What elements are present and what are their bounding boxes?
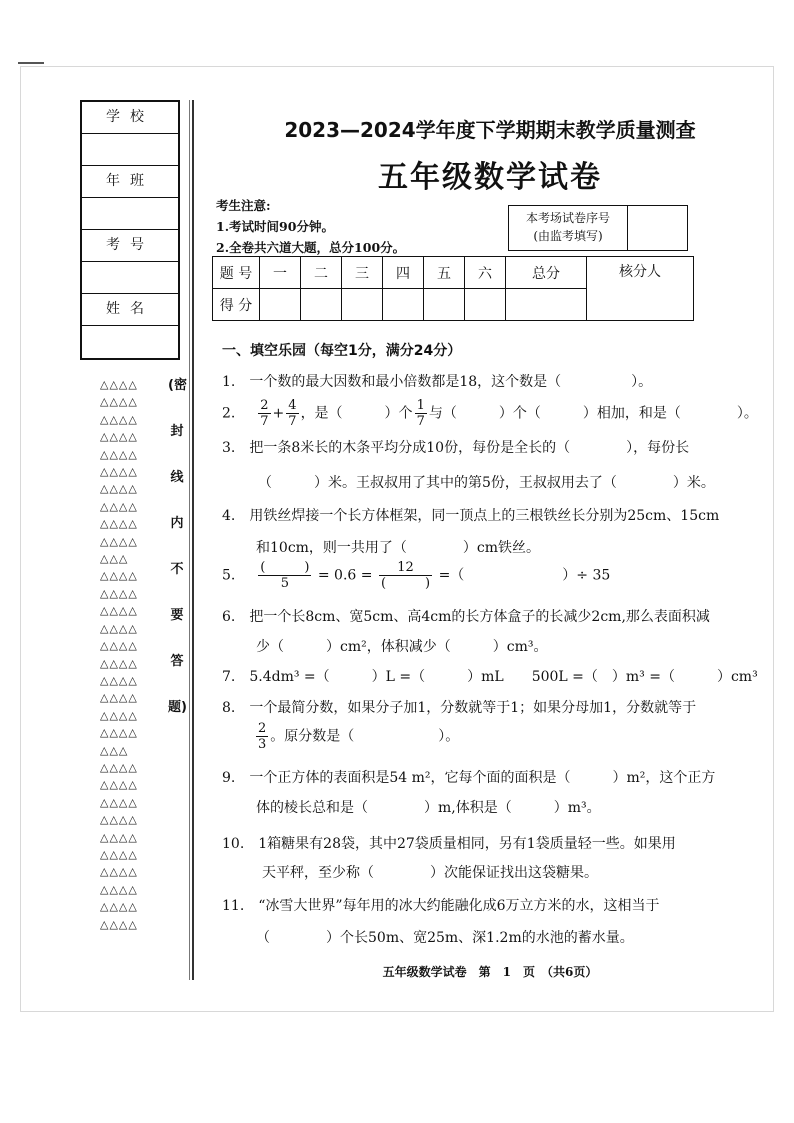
seal-triangle-pattern: △△△△ △△△△ △△△△ △△△△ △△△△ △△△△ △△△△ △△△△ △△△△ △△△△ △△△ △△△△ △△△△ △△△△ △△△△ △△△△ △△△△ △△△△ △△△△ △△△△ △△△△ △△△ △△△△ △△△△ △△△△ △△△△ △△△△ △△△△ △△△△ △△△△ △△△△ △△△△ bbox=[100, 378, 138, 931]
class-label: 年班 bbox=[82, 166, 178, 198]
question-text: = 0.6 = bbox=[317, 567, 373, 584]
numerator: 2 bbox=[260, 398, 269, 413]
denominator: 7 bbox=[416, 414, 425, 429]
question-9-line1: 9. 一个正方体的表面积是54 m²，它每个面的面积是（ ）m²，这个正方 bbox=[222, 770, 716, 786]
question-9-line2: 体的棱长总和是（ ）m,体积是（ ）m³。 bbox=[256, 800, 601, 816]
scan-mark bbox=[18, 62, 44, 64]
score-cell[interactable] bbox=[506, 289, 587, 321]
fraction bbox=[256, 721, 268, 752]
binding-line bbox=[189, 100, 190, 980]
page-footer: 五年级数学试卷 第 1 页 （共6页） bbox=[382, 965, 598, 979]
name-field[interactable] bbox=[82, 326, 178, 357]
question-5 bbox=[222, 560, 610, 591]
score-header-cell: 三 bbox=[342, 257, 383, 289]
seal-char: 不 bbox=[170, 562, 184, 577]
name-label: 姓名 bbox=[82, 294, 178, 326]
score-row-label: 得 分 bbox=[213, 289, 260, 321]
denominator: ( ) bbox=[380, 576, 431, 591]
denominator: 5 bbox=[280, 576, 289, 591]
notes-heading: 考生注意: bbox=[216, 198, 271, 213]
student-info-box bbox=[80, 100, 180, 360]
fraction bbox=[258, 560, 311, 591]
school-field[interactable] bbox=[82, 134, 178, 166]
question-4-line2: 和10cm，则一共用了（ ）cm铁丝。 bbox=[256, 540, 541, 556]
score-header-cell: 一 bbox=[260, 257, 301, 289]
binding-line bbox=[192, 100, 194, 980]
score-header-cell: 二 bbox=[301, 257, 342, 289]
question-6-line1: 6. 把一个长8cm、宽5cm、高4cm的长方体盒子的长减少2cm,那么表面积减 bbox=[222, 609, 710, 625]
number-field[interactable] bbox=[82, 262, 178, 294]
seal-char: 内 bbox=[170, 516, 184, 531]
notes-line: 1.考试时间90分钟。 bbox=[216, 219, 334, 234]
score-header-cell: 题 号 bbox=[213, 257, 260, 289]
numerator: 4 bbox=[288, 398, 297, 413]
question-10-line2: 天平秤，至少称（ ）次能保证找出这袋糖果。 bbox=[262, 865, 598, 881]
question-text: ，是（ ）个 bbox=[300, 405, 413, 422]
denominator: 3 bbox=[258, 737, 267, 752]
question-4-line1: 4. 用铁丝焊接一个长方体框架，同一顶点上的三根铁丝长分别为25cm、15cm bbox=[222, 508, 720, 524]
question-1: 1. 一个数的最大因数和最小倍数都是18，这个数是（ ）。 bbox=[222, 374, 653, 390]
fraction bbox=[286, 398, 298, 429]
question-text: 。原分数是（ ）。 bbox=[270, 728, 460, 745]
serial-label-line: 本考场试卷序号 bbox=[525, 211, 610, 225]
seal-char: 封 bbox=[170, 424, 184, 439]
score-header-cell: 五 bbox=[424, 257, 465, 289]
score-cell[interactable] bbox=[260, 289, 301, 321]
question-6-line2: 少（ ）cm²，体积减少（ ）cm³。 bbox=[256, 639, 548, 655]
question-text: 与（ ）个（ ）相加，和是（ ）。 bbox=[428, 405, 758, 422]
seal-line-notice bbox=[168, 378, 186, 746]
exam-notes bbox=[216, 195, 405, 258]
score-header-cell: 四 bbox=[383, 257, 424, 289]
score-table bbox=[212, 256, 694, 321]
question-3-line2: （ ）米。王叔叔用了其中的第5份，王叔叔用去了（ ）米。 bbox=[258, 475, 715, 491]
exam-subtitle: 五年级数学试卷 bbox=[378, 160, 602, 195]
score-header-cell: 六 bbox=[465, 257, 506, 289]
fraction bbox=[258, 398, 270, 429]
score-header-cell: 核分人 bbox=[587, 257, 694, 321]
plus-sign: + bbox=[272, 405, 285, 422]
seal-char: 要 bbox=[170, 608, 184, 623]
denominator: 7 bbox=[260, 414, 269, 429]
score-cell[interactable] bbox=[424, 289, 465, 321]
numerator: 2 bbox=[258, 721, 267, 736]
school-label: 学校 bbox=[82, 102, 178, 134]
seal-char: 题) bbox=[168, 700, 187, 715]
question-11-line2: （ ）个长50m、宽25m、深1.2m的水池的蓄水量。 bbox=[256, 930, 634, 946]
class-field[interactable] bbox=[82, 198, 178, 230]
question-3-line1: 3. 把一条8米长的木条平均分成10份，每份是全长的（ ），每份长 bbox=[222, 440, 690, 456]
serial-field[interactable] bbox=[628, 206, 687, 250]
seal-char: (密 bbox=[168, 378, 187, 393]
numerator: 12 bbox=[379, 560, 432, 576]
question-11-line1: 11. “冰雪大世界”每年用的冰大约能融化成6万立方米的水，这相当于 bbox=[222, 898, 660, 914]
serial-label-line: (由监考填写) bbox=[533, 229, 603, 243]
score-cell[interactable] bbox=[301, 289, 342, 321]
serial-number-box bbox=[508, 205, 688, 251]
question-7: 7. 5.4dm³ =（ ）L =（ ）mL 500L =（ ）m³ =（ ）cm³ bbox=[222, 669, 758, 685]
notes-line: 2.全卷共六道大题，总分100分。 bbox=[216, 240, 406, 255]
section-heading: 一、填空乐园（每空1分，满分24分） bbox=[222, 343, 462, 359]
number-label: 考号 bbox=[82, 230, 178, 262]
seal-char: 答 bbox=[170, 654, 184, 669]
serial-label bbox=[509, 206, 628, 250]
score-header-cell: 总分 bbox=[506, 257, 587, 289]
numerator: 1 bbox=[416, 398, 425, 413]
fraction bbox=[415, 398, 427, 429]
question-text: =（ ）÷ 35 bbox=[438, 567, 611, 584]
question-number: 5. bbox=[222, 567, 236, 584]
score-cell[interactable] bbox=[342, 289, 383, 321]
score-cell[interactable] bbox=[383, 289, 424, 321]
question-10-line1: 10. 1箱糖果有28袋，其中27袋质量相同，另有1袋质量轻一些。如果用 bbox=[222, 836, 676, 852]
question-8-line2 bbox=[254, 721, 459, 752]
fraction bbox=[379, 560, 432, 591]
question-2 bbox=[222, 398, 758, 429]
score-cell[interactable] bbox=[465, 289, 506, 321]
denominator: 7 bbox=[288, 414, 297, 429]
question-number: 2. bbox=[222, 405, 236, 422]
numerator: ( ) bbox=[260, 560, 310, 575]
question-8-line1: 8. 一个最简分数，如果分子加1，分数就等于1；如果分母加1，分数就等于 bbox=[222, 700, 697, 716]
exam-title: 2023—2024学年度下学期期末教学质量测查 bbox=[284, 118, 696, 142]
seal-char: 线 bbox=[170, 470, 184, 485]
